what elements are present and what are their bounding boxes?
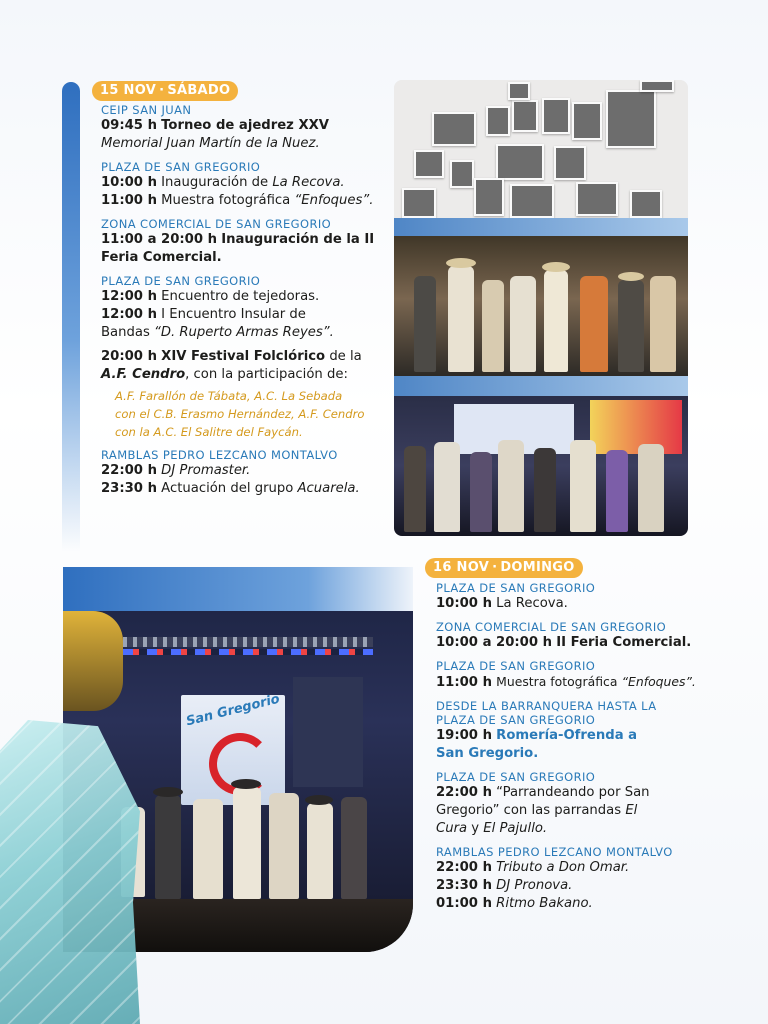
day1-date: 15 NOV	[100, 83, 157, 98]
photo-separator	[394, 376, 688, 396]
event-time: 22:00 h	[436, 860, 492, 875]
event-italic: DJ Pronova.	[496, 878, 573, 893]
event-text-cont: Bandas	[101, 325, 150, 340]
event-italic: Memorial Juan Martín de la Nuez.	[101, 136, 320, 151]
event-highlight-cont: San Gregorio.	[436, 746, 539, 761]
venue-label: PLAZA DE SAN GREGORIO	[436, 659, 596, 673]
event-line-cont	[436, 820, 736, 838]
event-bold-italic: A.F. Cendro	[101, 367, 186, 382]
day2-date: 16 NOV	[433, 560, 490, 575]
event-text-cont: Gregorio” con las parrandas	[436, 803, 622, 818]
event-time: 01:00 h	[436, 896, 492, 911]
event-text: Muestra fotográfica	[496, 674, 618, 689]
event-text: de la	[329, 349, 362, 364]
event-time: 11:00 a 20:00 h	[101, 232, 218, 247]
venue-label-line: DESDE LA BARRANQUERA HASTA LA	[436, 699, 657, 713]
event-line	[436, 634, 736, 652]
stage-banner	[181, 691, 285, 805]
event-italic: Tributo a Don Omar.	[496, 860, 630, 875]
venue-label-line: PLAZA DE SAN GREGORIO	[436, 713, 596, 727]
event-italic: Cura	[436, 821, 468, 836]
event-line	[101, 348, 391, 366]
event-time: 22:00 h	[101, 463, 157, 478]
event-text: “Parrandeando por San	[496, 785, 650, 800]
photo-exhibition-image	[394, 80, 688, 218]
stage-truss	[123, 637, 373, 647]
day2-badge-separator: ·	[492, 560, 498, 575]
venue-label: RAMBLAS PEDRO LEZCANO MONTALVO	[436, 845, 673, 859]
event-title: Inauguración de la II	[221, 232, 375, 247]
venue-label	[436, 699, 736, 727]
event-text: Encuentro de tejedoras.	[161, 289, 320, 304]
event-text-cont: , con la participación de:	[185, 367, 348, 382]
event-text: La Recova.	[496, 596, 568, 611]
event-line	[436, 859, 736, 877]
event-time: 12:00 h	[101, 307, 157, 322]
event-time: 09:45 h	[101, 118, 157, 133]
event-time: 22:00 h	[436, 785, 492, 800]
event-line	[101, 306, 391, 324]
day1-badge-separator: ·	[159, 83, 165, 98]
event-line-cont	[101, 366, 391, 384]
event-line	[101, 462, 391, 480]
event-line	[101, 117, 391, 135]
venue-label: PLAZA DE SAN GREGORIO	[101, 160, 261, 174]
stage-banner-text: San Gregorio	[184, 691, 282, 730]
event-time: 10:00 a 20:00 h	[436, 635, 553, 650]
participants-list	[101, 387, 391, 441]
event-title-cont: Feria Comercial.	[101, 250, 222, 265]
event-title: Torneo de ajedrez XXV	[161, 118, 329, 133]
event-italic: Ritmo Bakano.	[496, 896, 593, 911]
event-line-cont	[436, 745, 736, 763]
event-highlight: Romería-Ofrenda a	[496, 728, 638, 743]
day2-weekday: DOMINGO	[500, 560, 575, 575]
photo-separator	[394, 218, 688, 236]
event-text: I Encuentro Insular de	[161, 307, 306, 322]
event-time: 20:00 h	[101, 349, 157, 364]
venue-label: PLAZA DE SAN GREGORIO	[101, 274, 261, 288]
event-line	[436, 727, 736, 745]
event-line	[101, 288, 391, 306]
event-title: XIV Festival Folclórico	[161, 349, 326, 364]
event-italic: “D. Ruperto Armas Reyes”.	[154, 325, 334, 340]
event-line	[101, 174, 391, 192]
event-line	[436, 784, 736, 802]
venue-label: ZONA COMERCIAL DE SAN GREGORIO	[101, 217, 332, 231]
participants-line: con el C.B. Erasmo Hernández, A.F. Cendro	[115, 407, 365, 421]
event-italic: El Pajullo.	[483, 821, 548, 836]
day1-weekday: SÁBADO	[167, 83, 231, 98]
event-text: Muestra fotográfica	[161, 193, 291, 208]
stage-lights	[123, 649, 373, 655]
venue-label: ZONA COMERCIAL DE SAN GREGORIO	[436, 620, 667, 634]
event-italic: “Enfoques”.	[294, 193, 374, 208]
event-italic: La Recova.	[272, 175, 345, 190]
event-line	[101, 192, 391, 210]
venue-label: PLAZA DE SAN GREGORIO	[436, 770, 596, 784]
venue-label: CEIP SAN JUAN	[101, 103, 192, 117]
event-time: 23:30 h	[436, 878, 492, 893]
event-line-cont	[101, 249, 391, 267]
event-text: Actuación del grupo	[161, 481, 294, 496]
event-time: 10:00 h	[436, 596, 492, 611]
event-line	[436, 673, 736, 692]
day2-schedule	[436, 574, 736, 913]
event-italic: Acuarela.	[297, 481, 360, 496]
event-title: II Feria Comercial.	[556, 635, 692, 650]
event-time: 11:00 h	[101, 193, 157, 208]
event-line	[436, 595, 736, 613]
event-line	[101, 231, 391, 249]
event-line	[101, 480, 391, 498]
event-time: 12:00 h	[101, 289, 157, 304]
event-italic: El	[625, 803, 638, 818]
event-text: Inauguración de	[161, 175, 269, 190]
event-line	[436, 895, 736, 913]
day1-schedule	[101, 96, 391, 498]
folk-festival-photo-image	[394, 396, 688, 536]
venue-label: RAMBLAS PEDRO LEZCANO MONTALVO	[101, 448, 338, 462]
parade-photo-image	[394, 236, 688, 376]
participants-line: A.F. Farallón de Tábata, A.C. La Sebada	[115, 389, 343, 403]
day1-accent-bar	[62, 82, 80, 552]
venue-label: PLAZA DE SAN GREGORIO	[436, 581, 596, 595]
event-time: 23:30 h	[101, 481, 157, 496]
event-line-cont	[436, 802, 736, 820]
event-time: 11:00 h	[436, 675, 492, 690]
photo-collage	[394, 80, 688, 536]
event-italic: “Enfoques”.	[621, 674, 696, 689]
event-italic: DJ Promaster.	[161, 463, 251, 478]
event-text: y	[471, 821, 480, 836]
event-line	[436, 877, 736, 895]
event-line-cont	[101, 135, 391, 153]
event-line-cont	[101, 324, 391, 342]
event-time: 10:00 h	[101, 175, 157, 190]
event-time: 19:00 h	[436, 728, 492, 743]
participants-line: con la A.C. El Salitre del Faycán.	[115, 425, 303, 439]
